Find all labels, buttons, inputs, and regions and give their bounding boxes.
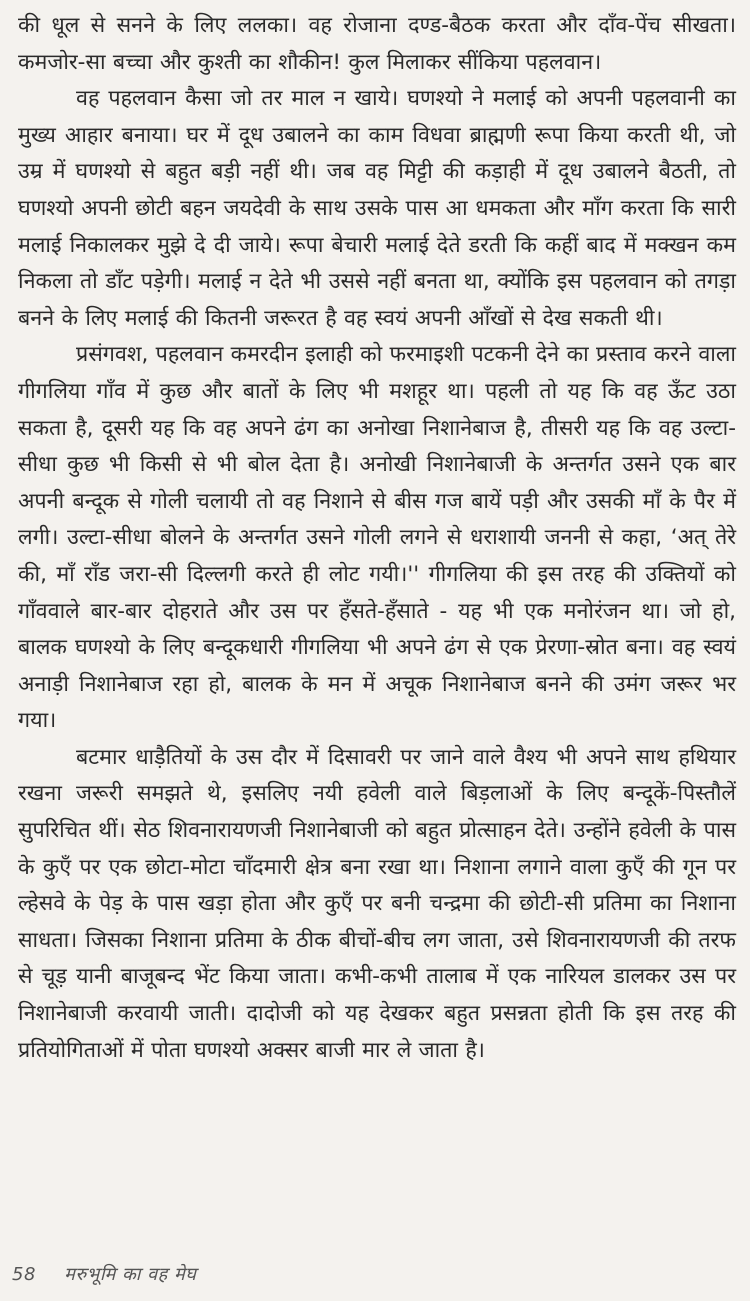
running-title: मरुभूमि का वह मेघ <box>64 1264 197 1285</box>
page-number: 58 <box>12 1264 36 1285</box>
page-footer <box>12 1262 196 1286</box>
page-body <box>18 8 736 1069</box>
paragraph-continuation: की धूल से सनने के लिए ललका। वह रोजाना दण्ड-बैठक करता और दाँव-पेंच सीखता। कमजोर-सा बच्चा और कुश्ती का शौकीन! कुल मिलाकर सींकिया पहलवान। <box>18 13 736 75</box>
paragraph-gigaliya: प्रसंगवश, पहलवान कमरदीन इलाही को फरमाइशी पटकनी देने का प्रस्ताव करने वाला गीगलिया गाँव में कुछ और बातों के लिए भी मशहूर था। पहली तो यह कि वह ऊँट उठा सकता है, दूसरी यह कि वह अपने ढंग का अनोखा निशानेबाज है, तीसरी यह कि वह उल्टा-सीधा कुछ भी किसी से भी बोल देता है। अनोखी निशानेबाजी के अन्तर्गत उसने एक बार अपनी बन्दूक से गोली चलायी तो वह निशाने से बीस गज बायें पड़ी और उसकी माँ के पैर में लगी। उल्टा-सीधा बोलने के अन्तर्गत उसने गोली लगने से धराशायी जननी से कहा, ‘अत् तेरे की, माँ राँड जरा-सी दिल्लगी करते ही लोट गयी।'' गीगलिया की इस तरह की उक्तियों को गाँववाले बार-बार दोहराते और उस पर हँसते-हँसाते - यह भी एक मनोरंजन था। जो हो, बालक घणश्यो के लिए बन्दूकधारी गीगलिया भी अपने ढंग से एक प्रेरणा-स्रोत बना। वह स्वयं अनाड़ी निशानेबाज रहा हो, बालक के मन में अचूक निशानेबाज बनने की उमंग जरूर भर गया। <box>18 342 736 734</box>
paragraph-malai: वह पहलवान कैसा जो तर माल न खाये। घणश्यो ने मलाई को अपनी पहलवानी का मुख्य आहार बनाया। घर में दूध उबालने का काम विधवा ब्राह्मणी रूपा किया करती थी, जो उम्र में घणश्यो से बहुत बड़ी नहीं थी। जब वह मिट्टी की कड़ाही में दूध उबालने बैठती, तो घणश्यो अपनी छोटी बहन जयदेवी के साथ उसके पास आ धमकता और माँग करता कि सारी मलाई निकालकर मुझे दे दी जाये। रूपा बेचारी मलाई देते डरती कि कहीं बाद में मक्खन कम निकला तो डाँट पड़ेगी। मलाई न देते भी उससे नहीं बनता था, क्योंकि इस पहलवान को तगड़ा बनने के लिए मलाई की कितनी जरूरत है वह स्वयं अपनी आँखों से देख सकती थी। <box>18 86 736 331</box>
paragraph-marksmanship: बटमार धाड़ैतियों के उस दौर में दिसावरी पर जाने वाले वैश्य भी अपने साथ हथियार रखना जरूरी समझते थे, इसलिए नयी हवेली वाले बिड़लाओं के लिए बन्दूकें-पिस्तौलें सुपरिचित थीं। सेठ शिवनारायणजी निशानेबाजी को बहुत प्रोत्साहन देते। उन्होंने हवेली के पास के कुएँ पर एक छोटा-मोटा चाँदमारी क्षेत्र बना रखा था। निशाना लगाने वाला कुएँ की गून पर ल्हेसवे के पेड़ के पास खड़ा होता और कुएँ पर बनी चन्द्रमा की छोटी-सी प्रतिमा का निशाना साधता। जिसका निशाना प्रतिमा के ठीक बीचों-बीच लग जाता, उसे शिवनारायणजी की तरफ से चूड़ यानी बाजूबन्द भेंट किया जाता। कभी-कभी तालाब में एक नारियल डालकर उस पर निशानेबाजी करवायी जाती। दादोजी को यह देखकर बहुत प्रसन्नता होती कि इस तरह की प्रतियोगिताओं में पोता घणश्यो अक्सर बाजी मार ले जाता है। <box>18 744 736 1063</box>
